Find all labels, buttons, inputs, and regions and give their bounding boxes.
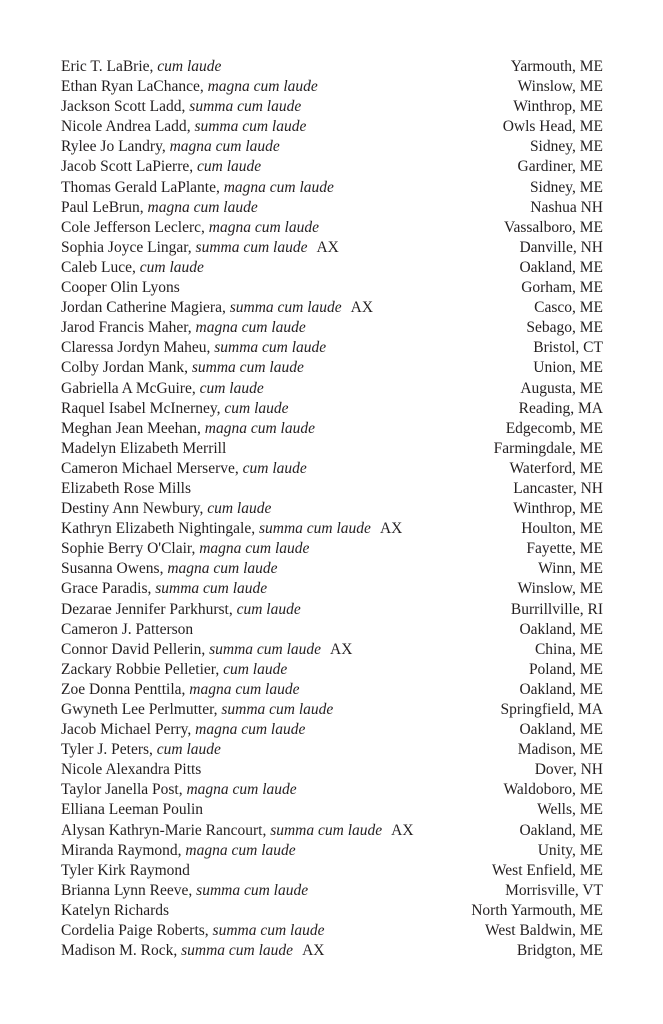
graduate-name: Jackson Scott Ladd xyxy=(61,98,182,116)
graduate-row xyxy=(61,881,603,901)
name-separator: , xyxy=(177,841,186,859)
graduate-hometown: Winslow, ME xyxy=(517,78,603,96)
honor-designation: summa cum laude xyxy=(229,299,342,317)
honor-designation: summa cum laude xyxy=(181,942,294,960)
graduate-row xyxy=(61,157,603,177)
graduate-name: Zackary Robbie Pelletier xyxy=(61,660,216,678)
graduate-row xyxy=(61,841,603,861)
graduate-row xyxy=(61,198,603,218)
graduate-name: Eric T. LaBrie xyxy=(61,58,150,75)
graduate-row xyxy=(61,660,603,680)
graduate-name: Cole Jefferson Leclerc xyxy=(61,218,202,236)
graduate-row xyxy=(61,117,603,137)
name-separator: , xyxy=(215,660,224,678)
honor-designation: summa cum laude xyxy=(214,339,327,357)
graduate-hometown: Augusta, ME xyxy=(520,379,603,397)
honor-designation: magna cum laude xyxy=(147,198,258,216)
honor-designation: magna cum laude xyxy=(185,841,296,859)
name-separator: , xyxy=(173,942,182,960)
graduate-hometown: Madison, ME xyxy=(517,741,603,759)
graduate-hometown: Dover, NH xyxy=(534,761,603,779)
honor-designation: cum laude xyxy=(236,600,301,618)
name-separator: , xyxy=(178,781,187,799)
graduate-row xyxy=(61,640,603,660)
honor-designation: magna cum laude xyxy=(199,540,310,558)
name-separator: , xyxy=(181,680,190,698)
graduate-entry xyxy=(61,700,333,720)
name-separator: , xyxy=(184,359,192,377)
ax-marker: AX xyxy=(330,640,353,658)
graduate-entry xyxy=(61,338,326,358)
graduate-row xyxy=(61,620,603,640)
graduate-entry xyxy=(61,77,318,97)
graduate-entry xyxy=(61,640,352,660)
graduate-name: Jordan Catherine Magiera xyxy=(61,299,222,317)
graduate-hometown: North Yarmouth, ME xyxy=(471,901,603,919)
graduate-name: Susanna Owens xyxy=(61,560,160,578)
graduate-name: Tyler J. Peters xyxy=(61,741,150,759)
graduate-entry xyxy=(61,800,203,820)
ax-marker: AX xyxy=(379,520,403,538)
honor-designation: cum laude xyxy=(242,459,307,477)
graduate-hometown: Owls Head, ME xyxy=(502,118,603,136)
graduate-hometown: Fayette, ME xyxy=(526,540,603,558)
graduate-name: Kathryn Elizabeth Nightingale xyxy=(61,520,252,538)
graduate-hometown: Oakland, ME xyxy=(519,620,603,638)
graduate-name: Madelyn Elizabeth Merrill xyxy=(61,439,227,457)
honor-designation: cum laude xyxy=(224,399,289,417)
honor-designation: summa cum laude xyxy=(212,922,325,940)
graduate-row xyxy=(61,97,603,117)
graduate-hometown: Gardiner, ME xyxy=(517,158,603,176)
graduate-hometown: Waterford, ME xyxy=(509,459,603,477)
name-separator: , xyxy=(206,339,215,357)
graduate-row xyxy=(61,519,603,539)
graduate-entry xyxy=(61,278,180,298)
honor-designation: cum laude xyxy=(197,158,262,176)
name-separator: , xyxy=(234,459,243,477)
graduate-name: Elliana Leeman Poulin xyxy=(61,801,204,819)
graduate-row xyxy=(61,579,603,599)
graduate-hometown: Gorham, ME xyxy=(521,279,603,297)
ax-marker: AX xyxy=(391,821,414,839)
honor-designation: magna cum laude xyxy=(207,78,318,96)
graduate-row xyxy=(61,278,603,298)
name-separator: , xyxy=(132,258,140,276)
name-separator: , xyxy=(187,238,196,256)
honor-designation: magna cum laude xyxy=(189,680,300,698)
name-separator: , xyxy=(213,701,222,718)
honor-designation: summa cum laude xyxy=(270,821,383,839)
graduate-name: Madison M. Rock xyxy=(61,942,174,960)
graduate-entry xyxy=(61,600,301,620)
graduate-entry xyxy=(61,439,226,459)
graduate-row xyxy=(61,479,603,499)
honor-designation: summa cum laude xyxy=(191,359,304,377)
graduate-row xyxy=(61,861,603,881)
graduate-entry xyxy=(61,579,267,599)
name-separator: , xyxy=(228,600,237,618)
honor-designation: magna cum laude xyxy=(167,560,278,578)
name-separator: , xyxy=(201,640,210,658)
graduate-name: Sophia Joyce Lingar xyxy=(61,238,188,256)
graduate-row xyxy=(61,419,603,439)
honor-designation: summa cum laude xyxy=(194,118,307,136)
graduate-hometown: Casco, ME xyxy=(534,299,603,317)
graduate-entry xyxy=(61,760,201,780)
graduate-hometown: Bridgton, ME xyxy=(516,942,603,960)
graduate-row xyxy=(61,298,603,318)
graduate-name: Cameron Michael Merserve xyxy=(61,459,235,477)
honor-designation: cum laude xyxy=(139,258,204,276)
graduate-entry xyxy=(61,519,402,539)
graduate-entry xyxy=(61,720,305,740)
name-separator: , xyxy=(204,922,213,940)
graduate-row xyxy=(61,941,603,961)
honor-designation: summa cum laude xyxy=(195,238,308,256)
graduate-entry xyxy=(61,298,373,318)
graduate-name: Caleb Luce xyxy=(61,258,133,276)
honor-designation: cum laude xyxy=(199,379,264,397)
graduate-name: Zoe Donna Penttila xyxy=(61,680,182,698)
name-separator: , xyxy=(159,560,168,578)
graduate-row xyxy=(61,399,603,419)
graduate-name: Nicole Andrea Ladd xyxy=(61,118,187,136)
graduate-name: Jarod Francis Maher xyxy=(61,319,188,337)
graduate-name: Raquel Isabel McInerney xyxy=(61,399,217,417)
ax-marker: AX xyxy=(302,942,325,960)
graduate-entry xyxy=(61,318,306,338)
honor-designation: magna cum laude xyxy=(186,781,297,799)
graduate-name: Cameron J. Patterson xyxy=(61,620,194,638)
graduate-hometown: Oakland, ME xyxy=(519,721,603,739)
graduate-row xyxy=(61,680,603,700)
graduate-entry xyxy=(61,57,221,77)
graduate-name: Gabriella A McGuire xyxy=(61,379,192,397)
graduate-entry xyxy=(61,358,304,378)
name-separator: , xyxy=(216,399,225,417)
graduate-row xyxy=(61,499,603,519)
name-separator: , xyxy=(197,419,205,437)
graduate-entry xyxy=(61,539,309,559)
name-separator: , xyxy=(187,721,196,739)
graduate-list xyxy=(61,57,603,961)
graduate-name: Connor David Pellerin xyxy=(61,640,202,658)
graduate-name: Rylee Jo Landry xyxy=(61,138,162,156)
ax-marker: AX xyxy=(316,238,339,256)
graduate-hometown: Yarmouth, ME xyxy=(510,58,603,75)
honor-designation: summa cum laude xyxy=(259,520,371,538)
graduate-hometown: Sidney, ME xyxy=(529,178,603,196)
graduate-entry xyxy=(61,178,334,198)
graduate-row xyxy=(61,539,603,559)
graduate-row xyxy=(61,358,603,378)
name-separator: , xyxy=(186,118,195,136)
graduate-entry xyxy=(61,821,414,841)
name-separator: , xyxy=(199,500,208,518)
graduate-hometown: Danville, NH xyxy=(519,238,603,256)
graduate-name: Taylor Janella Post xyxy=(61,781,179,799)
graduate-hometown: West Baldwin, ME xyxy=(484,922,603,940)
graduate-hometown: Winslow, ME xyxy=(517,580,603,598)
graduate-entry xyxy=(61,841,296,861)
graduate-entry xyxy=(61,399,289,419)
graduate-hometown: Wells, ME xyxy=(537,801,603,819)
honor-designation: magna cum laude xyxy=(195,319,306,337)
graduate-name: Thomas Gerald LaPlante xyxy=(61,178,216,196)
graduate-hometown: Unity, ME xyxy=(537,841,603,859)
name-separator: , xyxy=(188,881,197,899)
graduate-entry xyxy=(61,921,324,941)
honor-designation: summa cum laude xyxy=(196,881,309,899)
honor-designation: summa cum laude xyxy=(155,580,268,598)
graduate-entry xyxy=(61,198,258,218)
graduate-hometown: Poland, ME xyxy=(528,660,603,678)
name-separator: , xyxy=(199,78,208,96)
graduate-hometown: Sidney, ME xyxy=(529,138,603,156)
honor-designation: cum laude xyxy=(156,741,221,759)
graduate-name: Grace Paradis xyxy=(61,580,148,598)
graduate-hometown: Oakland, ME xyxy=(519,821,603,839)
graduate-hometown: Edgecomb, ME xyxy=(505,419,603,437)
graduate-hometown: Burrillville, RI xyxy=(510,600,603,618)
graduate-entry xyxy=(61,479,191,499)
name-separator: , xyxy=(221,299,230,317)
honor-designation: summa cum laude xyxy=(189,98,302,116)
graduate-entry xyxy=(61,419,315,439)
graduate-name: Elizabeth Rose Mills xyxy=(61,479,192,497)
graduate-row xyxy=(61,258,603,278)
graduate-row xyxy=(61,780,603,800)
graduate-row xyxy=(61,439,603,459)
graduate-row xyxy=(61,77,603,97)
graduate-entry xyxy=(61,97,301,117)
graduate-entry xyxy=(61,941,324,961)
graduate-row xyxy=(61,700,603,720)
graduate-name: Sophie Berry O'Clair xyxy=(61,540,192,558)
graduate-hometown: Oakland, ME xyxy=(519,680,603,698)
graduate-hometown: China, ME xyxy=(534,640,603,658)
graduate-name: Katelyn Richards xyxy=(61,901,170,919)
name-separator: , xyxy=(201,218,209,236)
graduate-name: Jacob Scott LaPierre xyxy=(61,158,190,176)
graduate-hometown: Winthrop, ME xyxy=(513,500,603,518)
graduate-entry xyxy=(61,740,221,760)
graduate-hometown: Lancaster, NH xyxy=(513,479,603,497)
graduate-hometown: Winn, ME xyxy=(538,560,603,578)
graduate-hometown: Union, ME xyxy=(533,359,603,377)
graduate-hometown: Bristol, CT xyxy=(533,339,603,357)
name-separator: , xyxy=(149,741,157,759)
graduate-entry xyxy=(61,379,264,399)
graduate-row xyxy=(61,178,603,198)
graduate-name: Brianna Lynn Reeve xyxy=(61,881,189,899)
graduate-hometown: Nashua NH xyxy=(530,198,603,216)
name-separator: , xyxy=(189,158,198,176)
graduate-row xyxy=(61,338,603,358)
graduate-row xyxy=(61,740,603,760)
graduate-name: Paul LeBrun xyxy=(61,198,140,216)
graduate-entry xyxy=(61,218,319,238)
graduate-name: Colby Jordan Mank xyxy=(61,359,185,377)
graduate-name: Cordelia Paige Roberts xyxy=(61,922,205,940)
honor-designation: cum laude xyxy=(207,500,272,518)
graduate-hometown: Reading, MA xyxy=(518,399,603,417)
graduate-entry xyxy=(61,157,261,177)
graduate-row xyxy=(61,821,603,841)
graduate-name: Meghan Jean Meehan xyxy=(61,419,198,437)
honor-designation: magna cum laude xyxy=(223,178,334,196)
graduate-entry xyxy=(61,499,271,519)
graduate-entry xyxy=(61,258,204,278)
graduate-row xyxy=(61,800,603,820)
honor-designation: magna cum laude xyxy=(204,419,315,437)
name-separator: , xyxy=(215,178,224,196)
graduate-hometown: Springfield, MA xyxy=(500,701,603,718)
name-separator: , xyxy=(191,379,200,397)
graduate-row xyxy=(61,559,603,579)
graduate-row xyxy=(61,238,603,258)
graduate-hometown: Winthrop, ME xyxy=(513,98,603,116)
graduate-name: Destiny Ann Newbury xyxy=(61,500,200,518)
graduate-hometown: Sebago, ME xyxy=(526,319,603,337)
graduate-hometown: Houlton, ME xyxy=(521,520,603,538)
graduate-row xyxy=(61,760,603,780)
graduate-hometown: Waldoboro, ME xyxy=(503,781,603,799)
graduate-name: Cooper Olin Lyons xyxy=(61,279,180,297)
graduate-name: Jacob Michael Perry xyxy=(61,721,188,739)
graduate-name: Gwyneth Lee Perlmutter xyxy=(61,701,214,718)
graduate-name: Nicole Alexandra Pitts xyxy=(61,761,202,779)
graduate-row xyxy=(61,57,603,77)
graduate-row xyxy=(61,720,603,740)
honor-designation: magna cum laude xyxy=(169,138,280,156)
graduate-row xyxy=(61,459,603,479)
graduate-hometown: Oakland, ME xyxy=(519,258,603,276)
graduate-row xyxy=(61,137,603,157)
graduate-entry xyxy=(61,660,287,680)
graduate-entry xyxy=(61,780,297,800)
graduate-name: Claressa Jordyn Maheu xyxy=(61,339,207,357)
honor-designation: cum laude xyxy=(223,660,288,678)
graduate-name: Tyler Kirk Raymond xyxy=(61,861,190,879)
graduate-hometown: Vassalboro, ME xyxy=(503,218,603,236)
graduate-row xyxy=(61,218,603,238)
graduate-entry xyxy=(61,680,299,700)
name-separator: , xyxy=(149,58,158,75)
graduate-name: Alysan Kathryn-Marie Rancourt xyxy=(61,821,263,839)
graduate-name: Miranda Raymond xyxy=(61,841,178,859)
honor-designation: magna cum laude xyxy=(208,218,319,236)
graduate-entry xyxy=(61,137,280,157)
name-separator: , xyxy=(161,138,170,156)
graduate-entry xyxy=(61,559,278,579)
graduate-entry xyxy=(61,881,308,901)
graduate-entry xyxy=(61,459,307,479)
honor-designation: magna cum laude xyxy=(195,721,306,739)
graduate-row xyxy=(61,901,603,921)
graduate-name: Dezarae Jennifer Parkhurst xyxy=(61,600,229,618)
graduate-row xyxy=(61,921,603,941)
name-separator: , xyxy=(251,520,259,538)
name-separator: , xyxy=(147,580,156,598)
graduate-hometown: West Enfield, ME xyxy=(491,861,603,879)
honor-designation: summa cum laude xyxy=(209,640,322,658)
ax-marker: AX xyxy=(350,299,374,317)
graduate-name: Ethan Ryan LaChance xyxy=(61,78,200,96)
graduate-entry xyxy=(61,861,190,881)
graduate-row xyxy=(61,379,603,399)
graduate-entry xyxy=(61,620,193,640)
graduate-hometown: Morrisville, VT xyxy=(505,881,603,899)
graduate-hometown: Farmingdale, ME xyxy=(493,439,603,457)
graduate-entry xyxy=(61,117,306,137)
name-separator: , xyxy=(187,319,196,337)
graduate-row xyxy=(61,600,603,620)
graduate-entry xyxy=(61,238,339,258)
graduate-row xyxy=(61,318,603,338)
name-separator: , xyxy=(191,540,200,558)
honor-designation: cum laude xyxy=(157,58,222,75)
name-separator: , xyxy=(181,98,190,116)
honor-designation: summa cum laude xyxy=(221,701,334,718)
name-separator: , xyxy=(262,821,271,839)
name-separator: , xyxy=(139,198,148,216)
graduate-entry xyxy=(61,901,169,921)
